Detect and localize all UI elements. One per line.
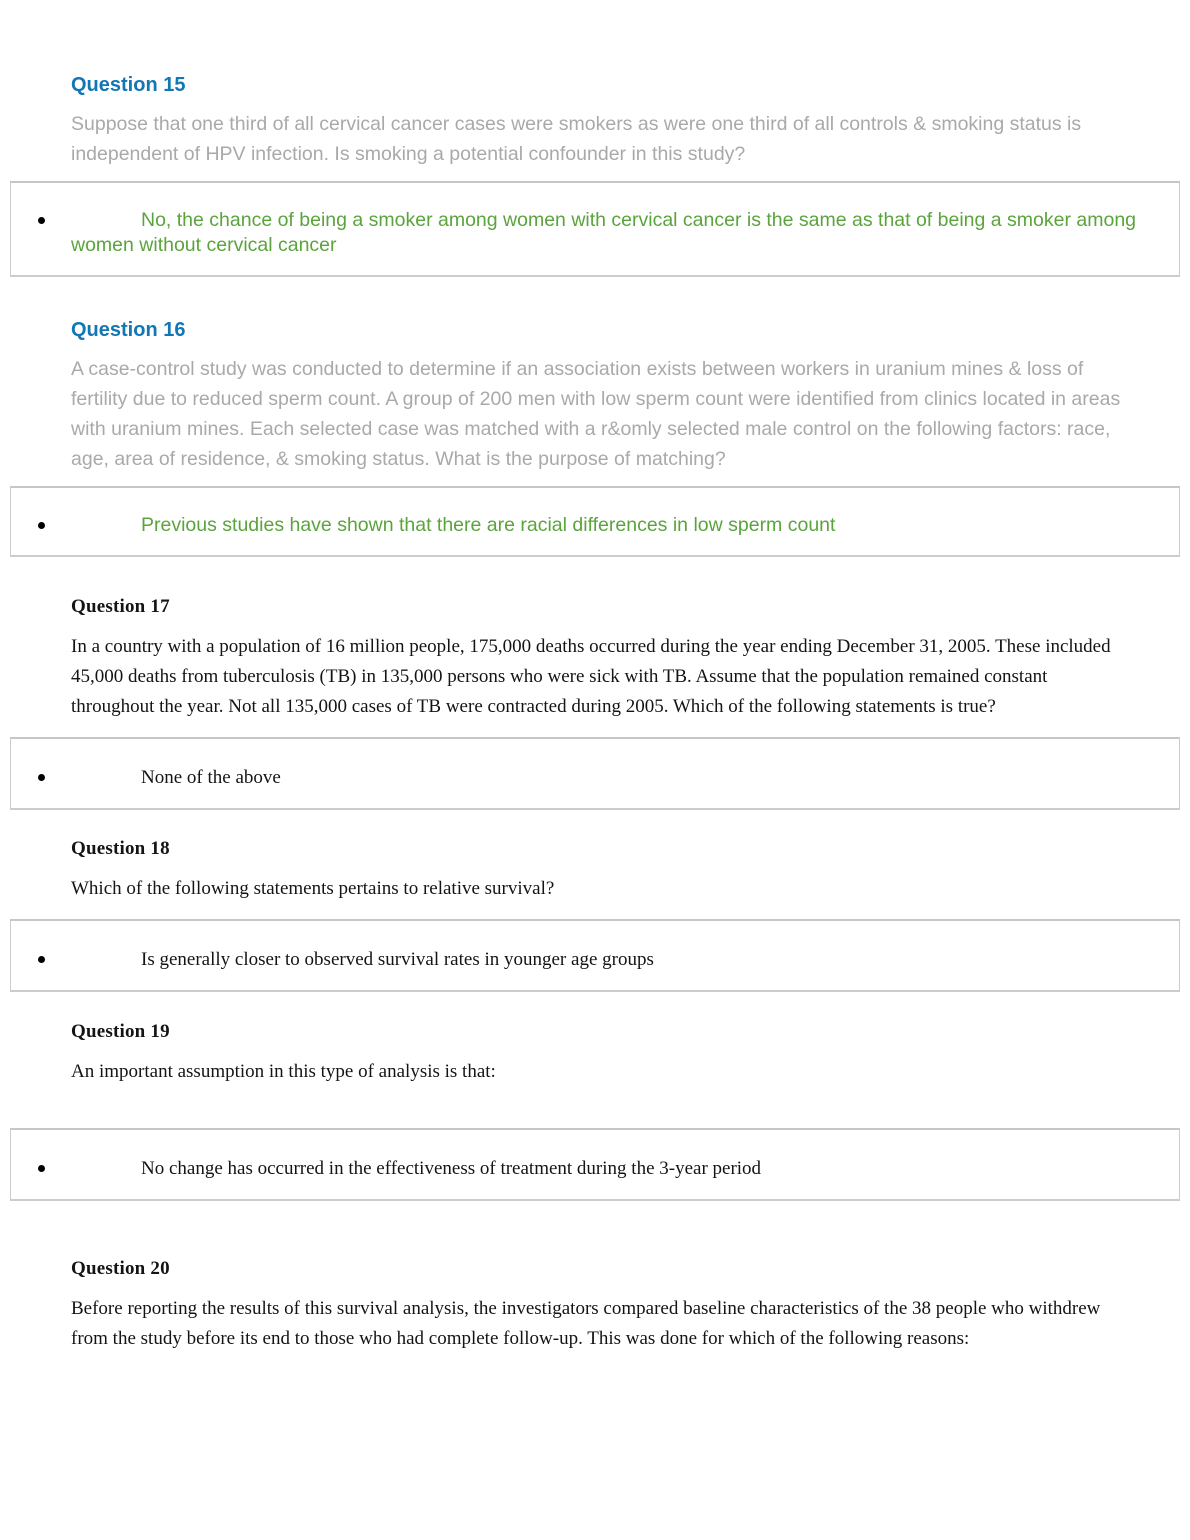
- question-17-text: In a country with a population of 16 million people, 175,000 deaths occurred during the year ending December 31, 2005. These included 45,000 deaths from tuberculosis (TB) in 135,000 persons who were sick with TB. Assume that the population remained constant throughout the year. Not all 135,000 cases of TB were contracted during 2005. Which of the following statements is true?: [71, 636, 1111, 717]
- question-15-title: Question 15: [71, 74, 186, 96]
- question-20-title: Question 20: [71, 1258, 170, 1279]
- question-16-title: Question 16: [71, 319, 186, 341]
- question-16-selected-answer: Previous studies have shown that there are racial differences in low sperm count: [141, 514, 836, 536]
- answer-row: [11, 1156, 1159, 1181]
- question-17-answer-box: [10, 737, 1180, 810]
- question-15-text: Suppose that one third of all cervical cancer cases were smokers as were one third of all controls & smoking status is independent of HPV infection. Is smoking a potential confounder in this study?: [71, 113, 1082, 165]
- question-18-selected-answer: Is generally closer to observed survival rates in younger age groups: [141, 949, 654, 970]
- question-17-selected-answer: None of the above: [141, 767, 281, 788]
- question-block-20: [10, 1257, 1180, 1354]
- question-block-17: [10, 595, 1180, 810]
- question-block-16: [10, 318, 1180, 557]
- question-16-text: A case-control study was conducted to determine if an association exists between workers in uranium mines & loss of fertility due to reduced sperm count. A group of 200 men with low sperm count were identified from clinics located in areas with uranium mines. Each selected case was matched with a r&omly selected male control on the following factors: race, age, area of residence, & smoking status. What is the purpose of matching?: [71, 358, 1121, 470]
- question-16-answer-box: [10, 486, 1180, 557]
- answer-row: [11, 947, 1159, 972]
- question-15-answer-box: [10, 181, 1180, 277]
- question-20-text: Before reporting the results of this survival analysis, the investigators compared baseline characteristics of the 38 people who withdrew from the study before its end to those who had complete follow-up. This was done for which of the following reasons:: [71, 1298, 1101, 1349]
- bullet-icon: [38, 956, 45, 963]
- answer-row: [11, 513, 1159, 538]
- question-block-18: [10, 837, 1180, 992]
- question-15-selected-answer: No, the chance of being a smoker among women with cervical cancer is the same as that of being a smoker among women without cervical cancer: [71, 209, 1137, 256]
- answer-row: [11, 208, 1159, 258]
- question-19-answer-box: [10, 1128, 1180, 1201]
- question-19-title: Question 19: [71, 1021, 170, 1042]
- question-18-answer-box: [10, 919, 1180, 992]
- question-18-title: Question 18: [71, 838, 170, 859]
- question-19-selected-answer: No change has occurred in the effectiveness of treatment during the 3-year period: [141, 1158, 762, 1179]
- bullet-icon: [38, 522, 45, 529]
- question-17-title: Question 17: [71, 596, 170, 617]
- question-18-text: Which of the following statements pertains to relative survival?: [71, 878, 555, 899]
- bullet-icon: [38, 774, 45, 781]
- question-19-text: An important assumption in this type of analysis is that:: [71, 1061, 496, 1082]
- bullet-icon: [38, 217, 45, 224]
- bullet-icon: [38, 1165, 45, 1172]
- question-block-19: [10, 1020, 1180, 1201]
- answer-row: [11, 765, 1159, 790]
- question-block-15: [10, 73, 1180, 277]
